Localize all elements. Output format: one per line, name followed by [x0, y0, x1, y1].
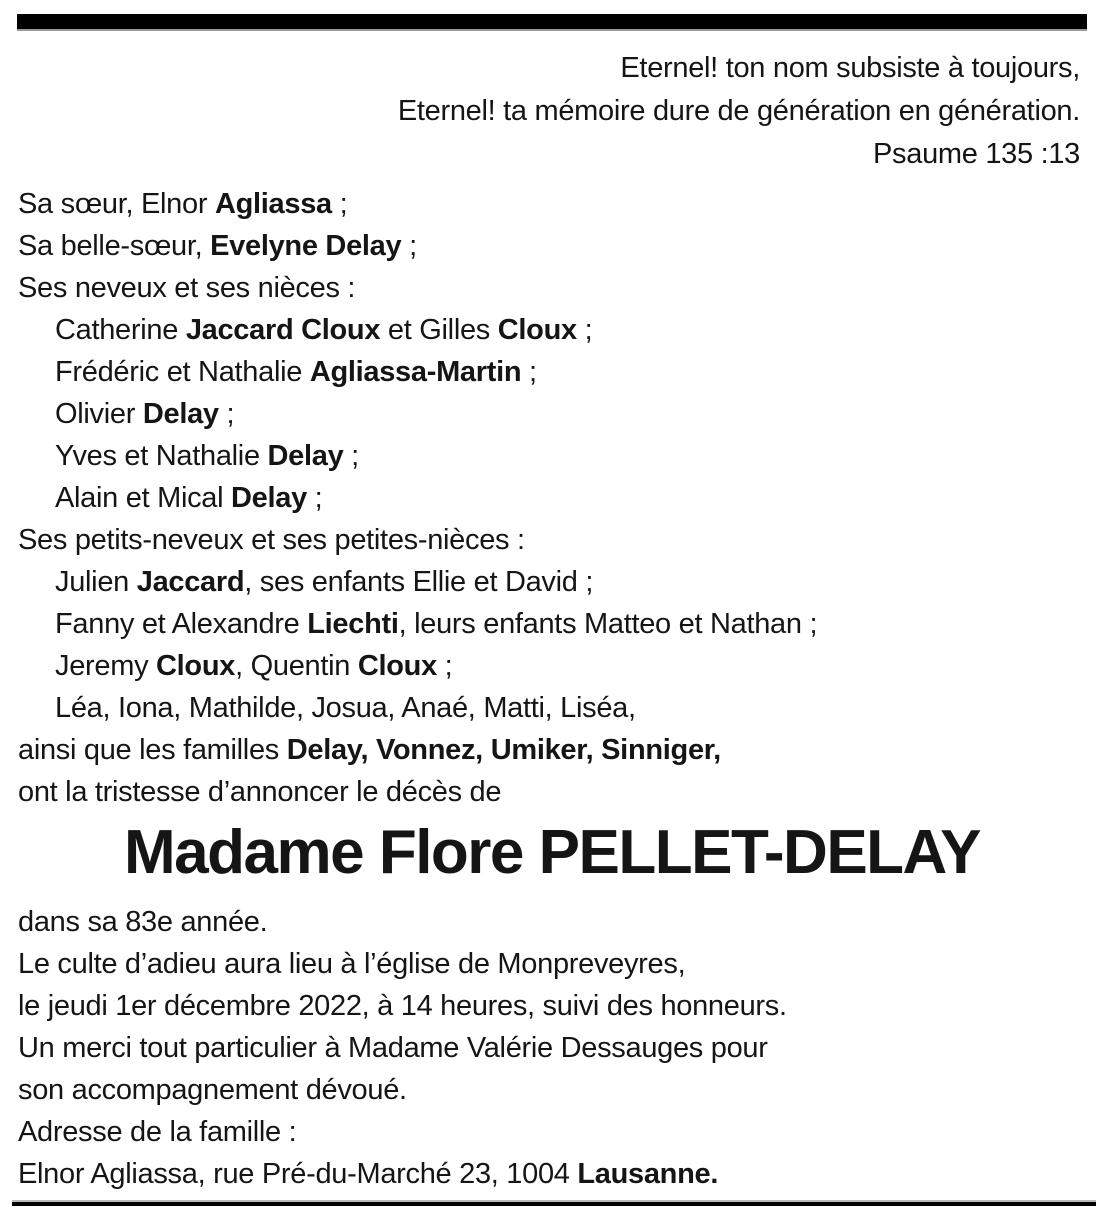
text-segment: , leurs enfants Matteo et Nathan ; — [398, 608, 818, 640]
family-list — [18, 183, 1090, 813]
text-segment: Un merci tout particulier à Madame Valérie Dessauges pour — [18, 1032, 768, 1064]
name-bold-segment: Umiker, — [490, 734, 594, 766]
notice-line — [18, 1111, 1090, 1153]
text-segment: Yves et Nathalie — [55, 440, 268, 472]
notice-line — [18, 309, 1090, 351]
text-segment: , ses enfants Ellie et David ; — [244, 566, 594, 598]
notice-line — [18, 267, 1090, 309]
text-segment: ainsi que les familles — [18, 734, 287, 766]
notice-line — [18, 225, 1090, 267]
top-rule — [17, 14, 1087, 31]
text-segment: Olivier — [55, 398, 143, 430]
name-bold-segment: Jaccard — [136, 566, 245, 598]
name-bold-segment: Agliassa-Martin — [309, 356, 522, 388]
name-bold-segment: Liechti — [307, 608, 399, 640]
notice-line — [18, 1153, 1090, 1195]
text-segment: Ses neveux et ses nièces : — [18, 272, 356, 304]
text-segment: ; — [343, 440, 359, 472]
scripture-quote — [0, 47, 1080, 176]
name-bold-segment: Cloux — [497, 314, 577, 346]
notice-line — [18, 687, 1090, 729]
notice-line — [18, 1027, 1090, 1069]
text-segment: Frédéric et Nathalie — [55, 356, 310, 388]
notice-line — [18, 561, 1090, 603]
notice-line — [18, 645, 1090, 687]
text-segment — [368, 734, 376, 766]
text-segment: Adresse de la famille : — [18, 1116, 297, 1148]
ceremony-details — [18, 901, 1090, 1195]
notice-line — [18, 351, 1090, 393]
notice-line — [18, 435, 1090, 477]
notice-line — [18, 771, 1090, 813]
bottom-rule — [12, 1200, 1096, 1206]
name-bold-segment: Delay, — [286, 734, 369, 766]
notice-line — [18, 1069, 1090, 1111]
text-segment: ; — [401, 230, 417, 262]
text-segment — [483, 734, 491, 766]
name-bold-segment: Cloux — [156, 650, 236, 682]
name-bold-segment: Delay — [142, 398, 219, 430]
notice-line — [0, 47, 1080, 90]
text-segment: Jeremy — [55, 650, 157, 682]
text-segment: Julien — [55, 566, 137, 598]
text-segment: et Gilles — [380, 314, 498, 346]
text-segment: Ses petits-neveux et ses petites-nièces : — [18, 524, 525, 556]
text-segment: Alain et Mical — [55, 482, 232, 514]
name-bold-segment: Delay — [267, 440, 344, 472]
name-bold-segment: Jaccard Cloux — [185, 314, 381, 346]
notice-line — [0, 90, 1080, 133]
notice-line — [18, 519, 1090, 561]
name-bold-segment: Evelyne Delay — [210, 230, 402, 262]
notice-line — [18, 393, 1090, 435]
text-segment: Eternel! ton nom subsiste à toujours, — [620, 52, 1080, 84]
text-segment: ont la tristesse d’annoncer le décès de — [18, 776, 502, 808]
notice-line — [18, 985, 1090, 1027]
notice-line — [18, 183, 1090, 225]
text-segment: Sa sœur, Elnor — [18, 188, 215, 220]
text-segment: Le culte d’adieu aura lieu à l’église de Monpreveyres, — [18, 948, 686, 980]
notice-line — [18, 477, 1090, 519]
notice-line — [18, 943, 1090, 985]
name-bold-segment: Agliassa — [214, 188, 332, 220]
text-segment — [593, 734, 601, 766]
text-segment: ; — [576, 314, 593, 346]
text-segment: Fanny et Alexandre — [55, 608, 308, 640]
text-segment: ; — [331, 188, 348, 220]
text-segment: ; — [218, 398, 235, 430]
name-bold-segment: Vonnez, — [376, 734, 483, 766]
text-segment: ; — [306, 482, 323, 514]
text-segment: Psaume 135 :13 — [873, 138, 1080, 170]
name-bold-segment: Delay — [231, 482, 307, 514]
notice-line — [18, 603, 1090, 645]
text-segment: Elnor Agliassa, rue Pré-du-Marché 23, 1004 — [18, 1158, 578, 1190]
deceased-name-title: Madame Flore PELLET-DELAY — [124, 818, 980, 887]
text-segment: ; — [521, 356, 537, 388]
text-segment: le jeudi 1er décembre 2022, à 14 heures, suivi des honneurs. — [18, 990, 787, 1022]
text-segment: son accompagnement dévoué. — [18, 1074, 407, 1106]
text-segment: Eternel! ta mémoire dure de génération en génération. — [397, 95, 1080, 127]
text-segment: Léa, Iona, Mathilde, Josua, Anaé, Matti, Liséa, — [55, 692, 636, 724]
text-segment: Sa belle-sœur, — [18, 230, 211, 262]
notice-line — [0, 133, 1080, 176]
notice-line — [18, 901, 1090, 943]
notice-line — [18, 729, 1090, 771]
name-bold-segment: Sinniger, — [601, 734, 721, 766]
text-segment: dans sa 83e année. — [18, 906, 268, 938]
name-bold-segment: Cloux — [357, 650, 437, 682]
name-bold-segment: Lausanne. — [577, 1158, 719, 1190]
text-segment: Catherine — [55, 314, 186, 346]
text-segment: , Quentin — [235, 650, 358, 682]
text-segment: ; — [436, 650, 453, 682]
